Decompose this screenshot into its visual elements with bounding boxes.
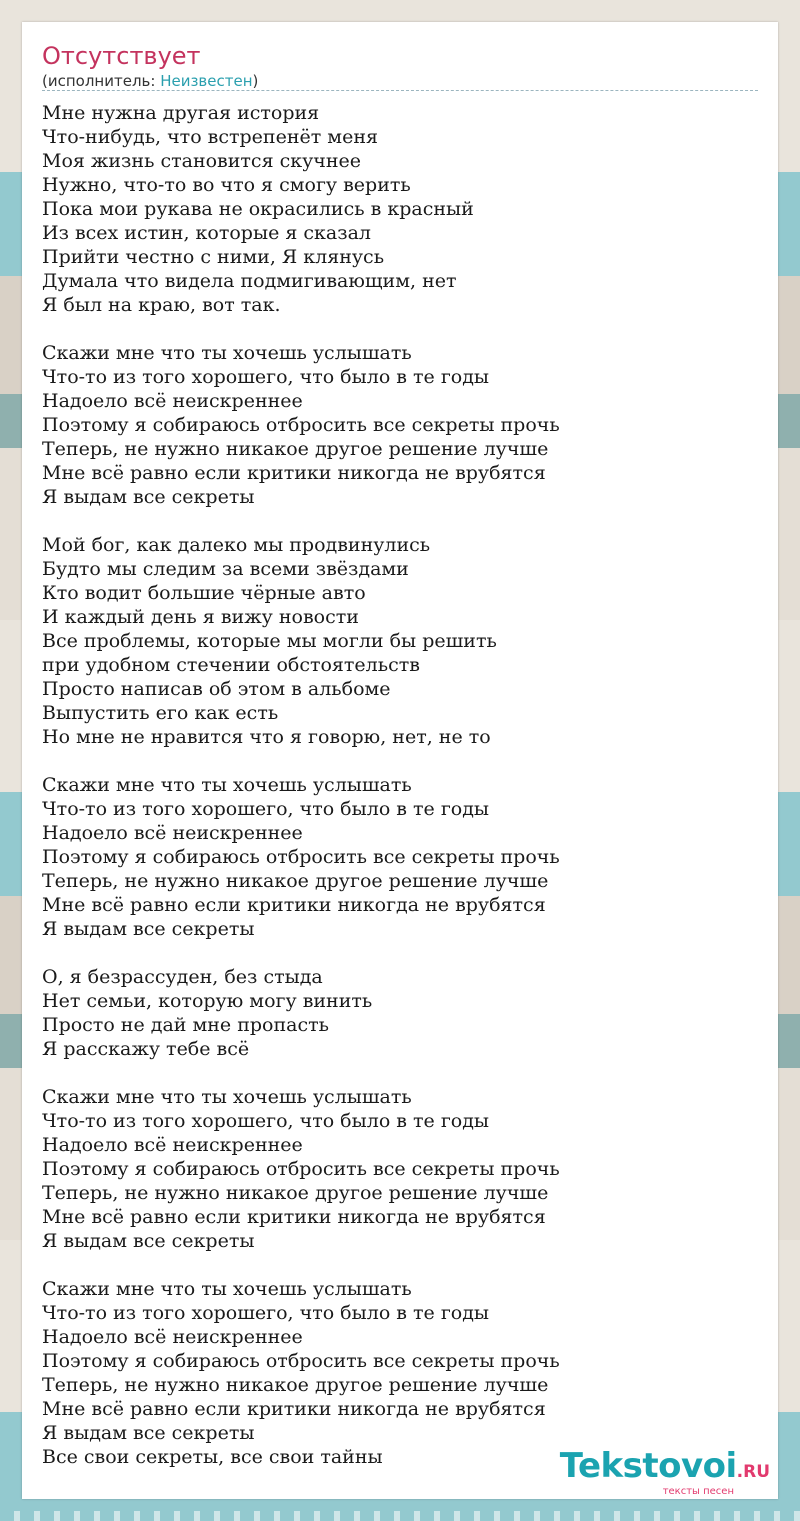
- lyric-line: Я выдам все секреты: [42, 1230, 255, 1252]
- lyric-line: Теперь, не нужно никакое другое решение лучше: [42, 438, 549, 460]
- song-title: Отсутствует: [42, 42, 201, 70]
- lyric-line: Что-то из того хорошего, что было в те годы: [42, 798, 490, 820]
- lyric-line: Я расскажу тебе всё: [42, 1038, 250, 1060]
- stanza: [42, 965, 758, 1061]
- lyric-line: при удобном стечении обстоятельств: [42, 654, 420, 676]
- stanza: [42, 1085, 758, 1253]
- lyric-line: Я выдам все секреты: [42, 486, 255, 508]
- lyric-line: О, я безрассуден, без стыда: [42, 966, 323, 988]
- lyric-line: Думала что видела подмигивающим, нет: [42, 270, 457, 292]
- lyric-line: Скажи мне что ты хочешь услышать: [42, 1086, 412, 1108]
- lyric-line: Все свои секреты, все свои тайны: [42, 1446, 383, 1468]
- artist-link[interactable]: Неизвестен: [160, 72, 253, 90]
- lyric-line: Мне всё равно если критики никогда не врубятся: [42, 894, 546, 916]
- lyric-line: Будто мы следим за всеми звёздами: [42, 558, 409, 580]
- lyric-line: Мне всё равно если критики никогда не врубятся: [42, 1206, 546, 1228]
- lyric-line: Нет семьи, которую могу винить: [42, 990, 373, 1012]
- lyric-line: И каждый день я вижу новости: [42, 606, 359, 628]
- stanza: [42, 1277, 758, 1469]
- lyric-line: Надоело всё неискреннее: [42, 1326, 303, 1348]
- stanza: [42, 773, 758, 941]
- lyric-line: Я выдам все секреты: [42, 1422, 255, 1444]
- lyric-line: Пока мои рукава не окрасились в красный: [42, 198, 474, 220]
- lyric-line: Но мне не нравится что я говорю, нет, не то: [42, 726, 491, 748]
- artist-prefix: (исполнитель:: [42, 72, 161, 90]
- logo-main-text: Tekstovoi: [559, 1446, 737, 1486]
- lyric-line: Я выдам все секреты: [42, 918, 255, 940]
- lyric-line: Мне нужна другая история: [42, 102, 320, 124]
- logo-tagline: тексты песен: [662, 1486, 734, 1497]
- lyric-line: Надоело всё неискреннее: [42, 822, 303, 844]
- lyric-line: Поэтому я собираюсь отбросить все секреты прочь: [42, 1158, 560, 1180]
- stanza: [42, 341, 758, 509]
- lyric-line: Поэтому я собираюсь отбросить все секреты прочь: [42, 1350, 560, 1372]
- lyric-line: Поэтому я собираюсь отбросить все секреты прочь: [42, 414, 560, 436]
- lyric-line: Все проблемы, которые мы могли бы решить: [42, 630, 497, 652]
- lyric-line: Прийти честно с ними, Я клянусь: [42, 246, 385, 268]
- artist-line: [42, 71, 258, 91]
- lyric-line: Мне всё равно если критики никогда не врубятся: [42, 1398, 546, 1420]
- lyric-line: Скажи мне что ты хочешь услышать: [42, 342, 412, 364]
- lyric-line: Просто написав об этом в альбоме: [42, 678, 391, 700]
- lyric-line: Теперь, не нужно никакое другое решение лучше: [42, 870, 549, 892]
- lyric-line: Выпустить его как есть: [42, 702, 279, 724]
- lyric-line: Что-то из того хорошего, что было в те годы: [42, 1302, 490, 1324]
- lyric-line: Надоело всё неискреннее: [42, 390, 303, 412]
- lyric-line: Мой бог, как далеко мы продвинулись: [42, 534, 431, 556]
- lyric-line: Нужно, что-то во что я смогу верить: [42, 174, 411, 196]
- site-logo[interactable]: [560, 1447, 770, 1499]
- lyric-line: Скажи мне что ты хочешь услышать: [42, 774, 412, 796]
- lyric-line: Из всех истин, которые я сказал: [42, 222, 371, 244]
- title-divider: [42, 90, 758, 91]
- lyric-line: Что-то из того хорошего, что было в те годы: [42, 1110, 490, 1132]
- lyrics-card: [22, 22, 778, 1499]
- lyric-line: Надоело всё неискреннее: [42, 1134, 303, 1156]
- lyric-line: Поэтому я собираюсь отбросить все секреты прочь: [42, 846, 560, 868]
- lyric-line: Скажи мне что ты хочешь услышать: [42, 1278, 412, 1300]
- logo-suffix: .RU: [736, 1462, 770, 1482]
- lyric-line: Что-то из того хорошего, что было в те годы: [42, 366, 490, 388]
- bottom-decor-strip: [0, 1511, 800, 1521]
- lyric-line: Моя жизнь становится скучнее: [42, 150, 362, 172]
- artist-suffix: ): [252, 72, 259, 90]
- lyric-line: Просто не дай мне пропасть: [42, 1014, 329, 1036]
- lyric-line: Кто водит большие чёрные авто: [42, 582, 366, 604]
- lyric-line: Что-нибудь, что встрепенёт меня: [42, 126, 378, 148]
- lyrics-text: [42, 101, 758, 1493]
- lyric-line: Мне всё равно если критики никогда не врубятся: [42, 462, 546, 484]
- lyric-line: Я был на краю, вот так.: [42, 294, 281, 316]
- lyric-line: Теперь, не нужно никакое другое решение лучше: [42, 1182, 549, 1204]
- lyric-line: Теперь, не нужно никакое другое решение лучше: [42, 1374, 549, 1396]
- stanza: [42, 101, 758, 317]
- stanza: [42, 533, 758, 749]
